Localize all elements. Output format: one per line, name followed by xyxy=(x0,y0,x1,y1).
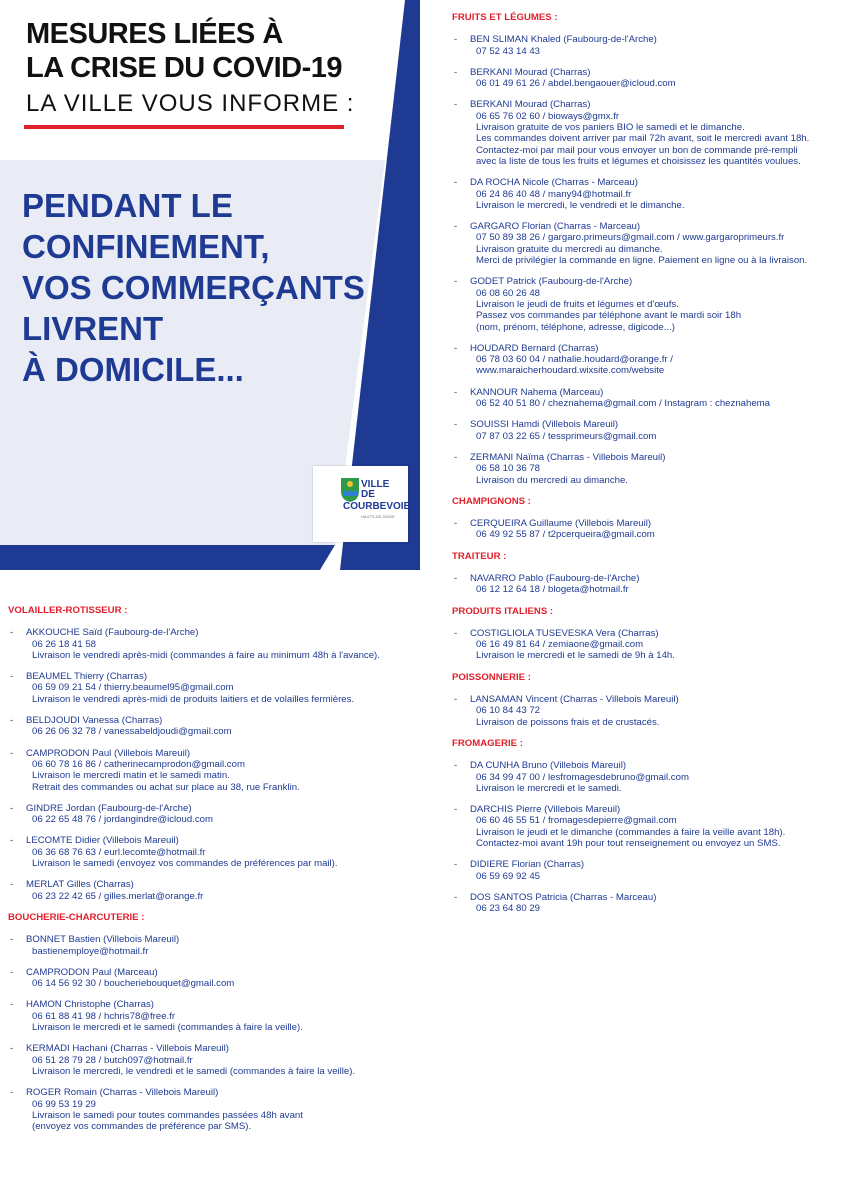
merchant-name: DA ROCHA Nicole (Charras - Marceau) xyxy=(470,177,638,189)
merchant-detail: Les commandes doivent arriver par mail 72h avant, soit le mercredi avant 18h. xyxy=(476,133,810,145)
merchant-detail: 06 78 03 60 04 / nathalie.houdard@orange.fr / xyxy=(476,354,673,366)
merchant-detail: 06 65 76 02 60 / bioways@gmx.fr xyxy=(476,110,620,122)
merchant-name: BERKANI Mourad (Charras) xyxy=(470,99,591,111)
merchant-name: AKKOUCHE Saïd (Faubourg-de-l'Arche) xyxy=(26,627,199,639)
merchant-name: SOUISSI Hamdi (Villebois Mareuil) xyxy=(470,419,619,431)
merchant-name: KERMADI Hachani (Charras - Villebois Mareuil) xyxy=(26,1043,229,1055)
merchant-name: KANNOUR Nahema (Marceau) xyxy=(470,386,604,398)
merchant-detail: 06 22 65 48 76 / jordangindre@icloud.com xyxy=(32,814,213,826)
bullet-dash: - xyxy=(454,66,458,78)
merchant-detail: 06 58 10 36 78 xyxy=(476,463,541,475)
merchant-detail: (nom, prénom, téléphone, adresse, digicode...) xyxy=(476,321,675,333)
bullet-dash: - xyxy=(454,342,458,354)
merchant-name: LANSAMAN Vincent (Charras - Villebois Mareuil) xyxy=(470,694,679,706)
merchant-detail: 07 87 03 22 65 / tessprimeurs@gmail.com xyxy=(476,430,657,442)
merchant-detail: Livraison le mercredi, le vendredi et le samedi (commandes à faire la veille). xyxy=(32,1065,356,1077)
merchant-name: BERKANI Mourad (Charras) xyxy=(470,66,591,78)
merchant-detail: Contactez-moi avant 19h pour tout renseignement ou envoyez un SMS. xyxy=(476,838,781,850)
merchant-name: ZERMANI Naïma (Charras - Villebois Mareuil) xyxy=(470,451,666,463)
bullet-dash: - xyxy=(10,835,14,847)
merchant-name: GODET Patrick (Faubourg-de-l'Arche) xyxy=(470,276,633,288)
list-item xyxy=(452,276,837,332)
merchant-detail: 06 52 40 51 80 / cheznahema@gmail.com / Instagram : cheznahema xyxy=(476,398,770,410)
list-item xyxy=(452,452,837,486)
merchant-name: NAVARRO Pablo (Faubourg-de-l'Arche) xyxy=(470,572,640,584)
merchant-detail: Livraison le jeudi de fruits et légumes et d'œufs. xyxy=(476,298,679,310)
subtitle: LA VILLE VOUS INFORME : xyxy=(26,90,355,117)
merchant-detail: Livraison du mercredi au dimanche. xyxy=(476,474,628,486)
list-item xyxy=(452,99,837,167)
section-title: BOUCHERIE-CHARCUTERIE : xyxy=(8,911,145,923)
merchant-detail: Livraison le samedi pour toutes commandes passées 48h avant xyxy=(32,1109,303,1121)
bullet-dash: - xyxy=(454,627,458,639)
section-title: VOLAILLER-ROTISSEUR : xyxy=(8,605,128,616)
merchant-detail: 06 01 49 61 26 / abdel.bengaouer@icloud.com xyxy=(476,78,676,90)
merchant-detail: 06 12 12 64 18 / blogeta@hotmail.fr xyxy=(476,584,629,596)
merchant-detail: avec la liste de tous les fruits et légumes et choisissez les quantités voulues. xyxy=(476,155,801,167)
merchant-detail: 06 36 68 76 63 / eurl.lecomte@hotmail.fr xyxy=(32,846,206,858)
bullet-dash: - xyxy=(454,804,458,816)
section-title: FROMAGERIE : xyxy=(452,737,523,749)
section xyxy=(452,496,837,541)
section xyxy=(452,672,837,728)
list-item xyxy=(8,999,428,1033)
merchant-detail: Livraison gratuite de vos paniers BIO le samedi et le dimanche. xyxy=(476,122,745,134)
bullet-dash: - xyxy=(10,802,14,814)
left-column-listings xyxy=(8,605,428,1142)
bullet-dash: - xyxy=(10,747,14,759)
merchant-name: DOS SANTOS Patricia (Charras - Marceau) xyxy=(470,891,657,903)
list-item xyxy=(8,715,428,738)
merchant-name: DA CUNHA Bruno (Villebois Mareuil) xyxy=(470,760,627,772)
bullet-dash: - xyxy=(10,627,14,639)
bullet-dash: - xyxy=(10,934,14,946)
bullet-dash: - xyxy=(454,34,458,46)
list-item xyxy=(8,748,428,793)
list-item xyxy=(452,221,837,266)
courbevoie-logo xyxy=(313,466,411,542)
bullet-dash: - xyxy=(454,276,458,288)
bullet-dash: - xyxy=(10,999,14,1011)
list-item xyxy=(452,694,837,728)
merchant-detail: bastienemploye@hotmail.fr xyxy=(32,945,149,957)
list-item xyxy=(452,892,837,915)
merchant-detail: Livraison le mercredi et le samedi (commandes à faire la veille). xyxy=(32,1022,303,1034)
merchant-detail: 06 61 88 41 98 / hchris78@free.fr xyxy=(32,1010,176,1022)
merchant-detail: Retrait des commandes ou achat sur place au 38, rue Franklin. xyxy=(32,781,300,793)
bullet-dash: - xyxy=(454,891,458,903)
merchant-detail: Livraison le jeudi et le dimanche (commandes à faire la veille avant 18h). xyxy=(476,826,786,838)
title-underline xyxy=(24,125,344,129)
bullet-dash: - xyxy=(454,859,458,871)
list-item xyxy=(8,627,428,661)
merchant-detail: Livraison le mercredi et le samedi. xyxy=(476,782,622,794)
merchant-detail: 06 59 09 21 54 / thierry.beaumel95@gmail.com xyxy=(32,682,234,694)
bullet-dash: - xyxy=(454,419,458,431)
merchant-detail: 06 10 84 43 72 xyxy=(476,705,541,717)
title-line-2: LA CRISE DU COVID-19 xyxy=(26,52,343,84)
merchant-detail: 06 24 86 40 48 / many94@hotmail.fr xyxy=(476,188,632,200)
list-item xyxy=(8,879,428,902)
list-item xyxy=(452,760,837,794)
list-item xyxy=(452,859,837,882)
banner-line-2: CONFINEMENT, xyxy=(22,228,270,265)
merchant-detail: Livraison le vendredi après-midi de produits laitiers et de volailles fermières. xyxy=(32,693,355,705)
bullet-dash: - xyxy=(454,451,458,463)
list-item xyxy=(8,934,428,957)
list-item xyxy=(452,628,837,662)
merchant-detail: 06 26 06 32 78 / vanessabeldjoudi@gmail.com xyxy=(32,726,232,738)
list-item xyxy=(8,1043,428,1077)
merchant-name: ROGER Romain (Charras - Villebois Mareuil) xyxy=(26,1087,219,1099)
section xyxy=(452,12,837,486)
bullet-dash: - xyxy=(454,694,458,706)
banner-line-5: À DOMICILE... xyxy=(22,351,244,388)
bullet-dash: - xyxy=(10,966,14,978)
merchant-detail: Livraison le samedi (envoyez vos commandes de préférences par mail). xyxy=(32,858,338,870)
section-title: CHAMPIGNONS : xyxy=(452,495,531,507)
merchant-detail: 06 08 60 26 48 xyxy=(476,287,541,299)
section xyxy=(452,606,837,662)
bullet-dash: - xyxy=(454,518,458,530)
section xyxy=(452,551,837,596)
merchant-detail: 06 60 46 55 51 / fromagesdepierre@gmail.com xyxy=(476,815,677,827)
section-title: TRAITEUR : xyxy=(452,550,507,562)
merchant-detail: 06 60 78 16 86 / catherinecamprodon@gmail.com xyxy=(32,758,245,770)
list-item xyxy=(8,803,428,826)
merchant-name: GINDRE Jordan (Faubourg-de-l'Arche) xyxy=(26,802,192,814)
bullet-dash: - xyxy=(10,1043,14,1055)
merchant-detail: 06 23 22 42 65 / gilles.merlat@orange.fr xyxy=(32,890,204,902)
merchant-name: GARGARO Florian (Charras - Marceau) xyxy=(470,221,641,233)
merchant-detail: 06 14 56 92 30 / boucheriebouquet@gmail.com xyxy=(32,978,235,990)
section xyxy=(452,738,837,915)
merchant-detail: 06 16 49 81 64 / zemiaone@gmail.com xyxy=(476,639,644,651)
merchant-detail: Livraison le mercredi et le samedi de 9h à 14h. xyxy=(476,650,675,662)
merchant-detail: Livraison le mercredi matin et le samedi matin. xyxy=(32,770,230,782)
list-item xyxy=(8,671,428,705)
logo-de-text: DE xyxy=(361,489,375,500)
merchant-detail: 06 51 28 79 28 / butch097@hotmail.fr xyxy=(32,1054,193,1066)
merchant-detail: (envoyez vos commandes de préférence par SMS). xyxy=(32,1121,252,1133)
merchant-detail: Livraison gratuite du mercredi au dimanche. xyxy=(476,243,663,255)
logo-tagline: HAUTS-DE-SEINE xyxy=(361,514,395,519)
section xyxy=(8,912,428,1132)
list-item xyxy=(452,419,837,442)
bullet-dash: - xyxy=(10,1087,14,1099)
merchant-detail: Livraison le vendredi après-midi (commandes à faire au minimum 48h à l'avance). xyxy=(32,649,380,661)
list-item xyxy=(452,573,837,596)
list-item xyxy=(452,804,837,849)
section-title: PRODUITS ITALIENS : xyxy=(452,605,554,617)
list-item xyxy=(8,835,428,869)
merchant-name: HAMON Christophe (Charras) xyxy=(26,999,154,1011)
list-item xyxy=(452,387,837,410)
logo-ville-text: VILLE xyxy=(361,479,390,490)
merchant-name: CAMPRODON Paul (Villebois Mareuil) xyxy=(26,747,191,759)
merchant-detail: 06 34 99 47 00 / lesfromagesdebruno@gmail.com xyxy=(476,771,689,783)
merchant-detail: 07 50 89 38 26 / gargaro.primeurs@gmail.com / www.gargaroprimeurs.fr xyxy=(476,232,785,244)
right-column-listings xyxy=(452,12,837,925)
list-item xyxy=(8,967,428,990)
merchant-name: DARCHIS Pierre (Villebois Mareuil) xyxy=(470,804,621,816)
merchant-name: DIDIERE Florian (Charras) xyxy=(470,859,585,871)
bullet-dash: - xyxy=(454,177,458,189)
bullet-dash: - xyxy=(454,221,458,233)
merchant-detail: Merci de privilégier la commande en ligne. Paiement en ligne ou à la livraison. xyxy=(476,255,808,267)
merchant-detail: 06 99 53 19 29 xyxy=(32,1098,97,1110)
bullet-dash: - xyxy=(10,715,14,727)
merchant-name: MERLAT Gilles (Charras) xyxy=(26,879,134,891)
merchant-detail: 06 49 92 55 87 / t2pcerqueira@gmail.com xyxy=(476,529,655,541)
list-item xyxy=(8,1087,428,1132)
merchant-detail: 06 23 64 80 29 xyxy=(476,903,541,915)
bullet-dash: - xyxy=(454,99,458,111)
logo-city-name: COURBEVOIE xyxy=(343,501,411,512)
merchant-name: BEAUMEL Thierry (Charras) xyxy=(26,671,148,683)
banner-line-4: LIVRENT xyxy=(22,310,164,347)
merchant-name: HOUDARD Bernard (Charras) xyxy=(470,342,599,354)
merchant-name: BELDJOUDI Vanessa (Charras) xyxy=(26,715,163,727)
list-item xyxy=(452,177,837,211)
list-item xyxy=(452,518,837,541)
merchant-name: CAMPRODON Paul (Marceau) xyxy=(26,966,158,978)
merchant-detail: Livraison le mercredi, le vendredi et le dimanche. xyxy=(476,199,685,211)
section-title: POISSONNERIE : xyxy=(452,671,531,683)
bullet-dash: - xyxy=(10,879,14,891)
merchant-name: BONNET Bastien (Villebois Mareuil) xyxy=(26,934,180,946)
banner-line-1: PENDANT LE xyxy=(22,187,233,224)
merchant-detail: Contactez-moi par mail pour vous envoyer un bon de commande pré-rempli xyxy=(476,144,798,156)
merchant-name: LECOMTE Didier (Villebois Mareuil) xyxy=(26,835,179,847)
merchant-detail: 06 59 69 92 45 xyxy=(476,870,541,882)
merchant-detail: 06 26 18 41 58 xyxy=(32,638,97,650)
list-item xyxy=(452,67,837,90)
list-item xyxy=(452,343,837,377)
bullet-dash: - xyxy=(10,671,14,683)
section-title: FRUITS ET LÉGUMES : xyxy=(452,12,558,23)
merchant-name: COSTIGLIOLA TUSEVESKA Vera (Charras) xyxy=(470,627,659,639)
banner-line-3: VOS COMMERÇANTS xyxy=(22,269,365,306)
merchant-detail: 07 52 43 14 43 xyxy=(476,45,541,57)
merchant-detail: Livraison de poissons frais et de crustacés. xyxy=(476,716,660,728)
bullet-dash: - xyxy=(454,386,458,398)
city-crest-icon xyxy=(340,477,360,503)
merchant-detail: www.maraicherhoudard.wixsite.com/website xyxy=(476,365,665,377)
bullet-dash: - xyxy=(454,760,458,772)
merchant-detail: Passez vos commandes par téléphone avant le mardi soir 18h xyxy=(476,310,742,322)
bullet-dash: - xyxy=(454,572,458,584)
title-line-1: MESURES LIÉES À xyxy=(26,18,283,50)
merchant-name: BEN SLIMAN Khaled (Faubourg-de-l'Arche) xyxy=(470,34,657,46)
merchant-name: CERQUEIRA Guillaume (Villebois Mareuil) xyxy=(470,518,652,530)
section xyxy=(8,605,428,902)
list-item xyxy=(452,34,837,57)
